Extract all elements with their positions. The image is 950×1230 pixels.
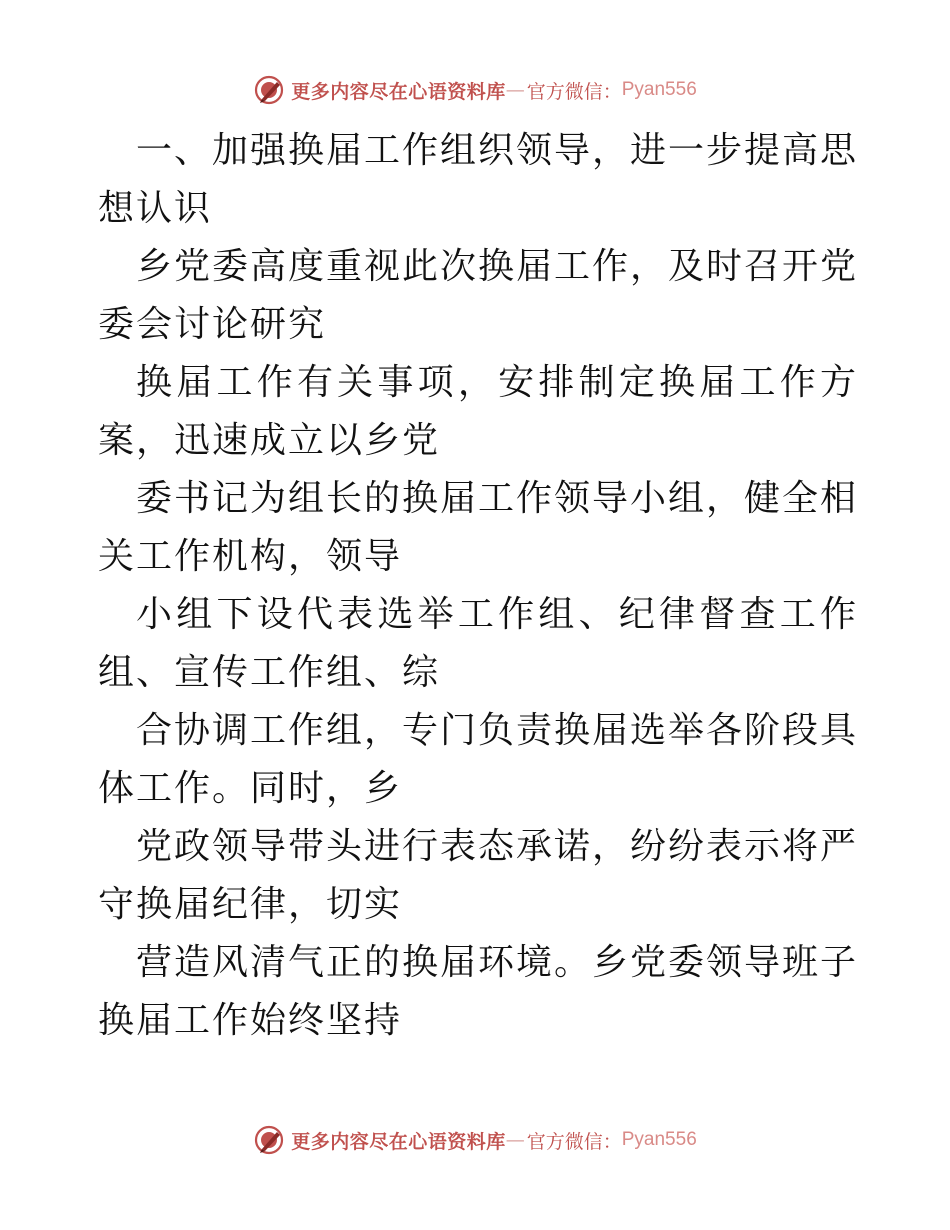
paragraph-3: 换届工作有关事项，安排制定换届工作方案，迅速成立以乡党 — [98, 362, 858, 461]
watermark-label: 官方微信： — [526, 1130, 622, 1153]
paragraph-6: 合协调工作组，专门负责换届选举各阶段具体工作。同时，乡 — [98, 710, 859, 809]
watermark-separator: — — [505, 1129, 525, 1151]
watermark-separator: — — [505, 79, 525, 101]
watermark-id: Pyan556 — [621, 1129, 697, 1150]
watermark-label: 官方微信： — [526, 80, 622, 103]
header-watermark — [0, 70, 950, 110]
paragraph-2: 乡党委高度重视此次换届工作，及时召开党委会讨论研究 — [98, 246, 859, 345]
pen-logo-icon — [253, 1124, 285, 1156]
document-body — [98, 122, 858, 1050]
pen-logo-icon — [253, 74, 285, 106]
watermark-title: 更多内容尽在心语资料库 — [291, 80, 506, 103]
paragraph-1: 一、加强换届工作组织领导，进一步提高思想认识 — [98, 130, 859, 229]
footer-watermark — [0, 1120, 950, 1160]
paragraph-4: 委书记为组长的换届工作领导小组，健全相关工作机构，领导 — [98, 478, 859, 577]
paragraph-8: 营造风清气正的换届环境。乡党委领导班子换届工作始终坚持 — [98, 942, 859, 1041]
paragraph-7: 党政领导带头进行表态承诺，纷纷表示将严守换届纪律，切实 — [98, 826, 859, 925]
watermark-id: Pyan556 — [621, 79, 697, 100]
watermark-title: 更多内容尽在心语资料库 — [291, 1130, 506, 1153]
paragraph-5: 小组下设代表选举工作组、纪律督查工作组、宣传工作组、综 — [98, 594, 858, 693]
